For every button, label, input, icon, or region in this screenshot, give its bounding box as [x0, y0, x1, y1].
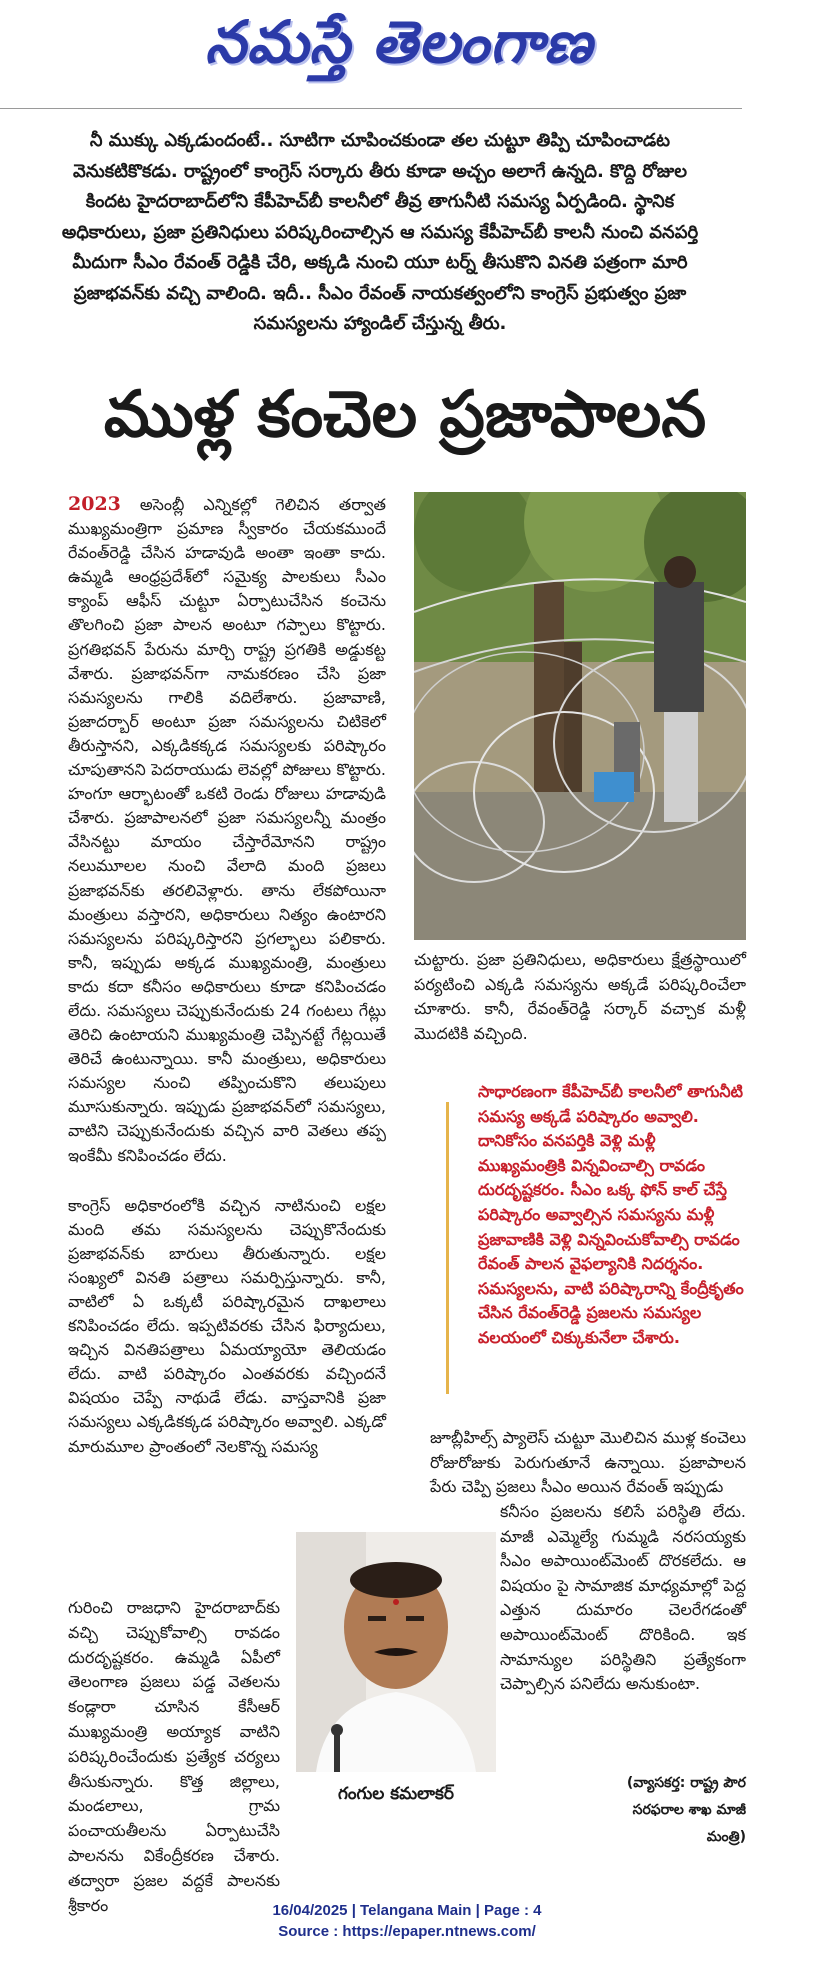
author-photo-caption: గంగుల కమలాకర్ [337, 1784, 455, 1804]
barbed-wire-photo [414, 492, 746, 940]
article-left-column [68, 492, 386, 1485]
article-paragraph-2: కాంగ్రెస్ అధికారంలోకి వచ్చిన నాటినుంచి లక్షల మంది తమ సమస్యలను చెప్పుకొనేందుకు ప్రజాభవన్‌కు బారులు తీరుతున్నారు. లక్షల సంఖ్యలో వినతి పత్రాలు సమర్పిస్తున్నారు. కానీ, వాటిలో ఏ ఒక్కటీ పరిష్కారమైన దాఖలాలు కనిపించడం లేదు. ఇప్పటివరకు చేసిన ఫిర్యాదులు, ఇచ్చిన వినతిపత్రాలు ఏమయ్యాయో తెలియడం లేదు. వాటి పరిష్కారం ఎంతవరకు వచ్చిందనే విషయం చెప్పే నాథుడే లేడు. వాస్తవానికి ప్రజా సమస్యలు ఎక్కడికక్కడ పరిష్కారం అవ్వాలి. ఎక్కడో మారుమూల ప్రాంతంలో నెలకొన్న సమస్య [68, 1195, 386, 1456]
article-left-column-bottom: గురించి రాజధాని హైదరాబాద్‌కు వచ్చి చెప్పుకోవాల్సి రావడం దురదృష్టకరం. ఉమ్మడి ఏపీలో తెలంగాణ ప్రజలు పడ్డ వెతలను కండ్లారా చూసిన కేసీఆర్ ముఖ్యమంత్రి అయ్యాక వాటిని పరిష్కరించేందుకు ప్రత్యేక చర్యలు తీసుకున్నారు. కొత్త జిల్లాలు, మండలాలు, గ్రామ పంచాయతీలను ఏర్పాటుచేసి పాలనను వికేంద్రీకరణ చేశారు. తద్వారా ప్రజల వద్దకే పాలనకు శ్రీకారం [68, 1598, 280, 1915]
masthead [0, 0, 814, 110]
newspaper-logo: నమస్తే తెలంగాణ [205, 8, 593, 76]
intro-paragraph: నీ ముక్కు ఎక్కడుందంటే.. సూటిగా చూపించకుండా తల చుట్టూ తిప్పి చూపించాడట వెనుకటికొకడు. రాష్ట్రంలో కాంగ్రెస్ సర్కారు తీరు కూడా అచ్చం అలాగే ఉన్నది. కొద్ది రోజుల కిందట హైదరాబాద్‌లోని కేపీహెచ్‌బీ కాలనీలో తీవ్ర తాగునీటి సమస్య ఏర్పడింది. స్థానిక అధికారులు, ప్రజా ప్రతినిధులు పరిష్కరించాల్సిన ఆ సమస్య కేపీహెచ్‌బీ కాలనీ నుంచి వనపర్తి మీదుగా సీఎం రేవంత్ రెడ్డికి చేరి, అక్కడి నుంచి యూ టర్న్ తీసుకొని వినతి పత్రంగా మారి ప్రజాభవన్‌కు వచ్చి వాలింది. ఇదీ.. సీఎం రేవంత్ నాయకత్వంలోని కాంగ్రెస్ ప్రభుత్వం ప్రజా సమస్యలను హ్యాండిల్ చేస్తున్న తీరు. [61, 130, 699, 334]
masthead-divider [0, 108, 742, 109]
page-footer [0, 1900, 814, 1942]
author-photo [296, 1532, 496, 1772]
author-byline [594, 1770, 746, 1851]
pull-quote [446, 1080, 752, 1414]
byline-line-1: (వ్యాసకర్త: రాష్ట్ర పౌర [626, 1775, 746, 1791]
article-paragraph-1: 2023 అసెంబ్లీ ఎన్నికల్లో గెలిచిన తర్వాత ముఖ్యమంత్రిగా ప్రమాణ స్వీకారం చేయకముందే రేవంత్‌రెడ్డి చేసిన హడావుడి అంతా ఇంతా కాదు. ఉమ్మడి ఆంధ్రప్రదేశ్‌లో సమైక్య పాలకులు సీఎం క్యాంప్ ఆఫీస్ చుట్టూ ఏర్పాటుచేసిన కంచెను తొలగించి ప్రజా పాలన అంటూ గప్పాలు కొట్టారు. ప్రగతిభవన్ పేరును మార్చి రాష్ట్ర ప్రగతికి అడ్డుకట్ట వేశారు. ప్రజాభవన్‌గా నామకరణం చేసి ప్రజా సమస్యలను గాలికి వదిలేశారు. ప్రజావాణి, ప్రజాదర్బార్ అంటూ ప్రజా సమస్యలను చిటికెలో తీరుస్తానని, ఎక్కడికక్కడ సమస్యలకు పరిష్కారం చూపుతానని పెదరాయుడు లెవల్లో పోజులు కొట్టారు. హంగూ ఆర్భాటంతో ఒకటి రెండు రోజులు హడావుడి చేశారు. ప్రజాపాలనలో ప్రజా సమస్యలన్నీ మంత్రం వేసినట్టు మాయం చేస్తారేమోనని రాష్ట్రం నలుమూలల నుంచి వేలాది మంది ప్రజలు ప్రజాభవన్‌కు తరలివెళ్లారు. తాను లేకపోయినా మంత్రులు వస్తారని, అధికారులు నిత్యం ఉంటారని సమస్యలను పరిష్కరిస్తారని ప్రగల్భాలు పలికారు. కానీ, ఇప్పుడు అక్కడ ముఖ్యమంత్రి, మంత్రులు కాదు కదా కనీసం అధికారులు కూడా కనిపించడం లేదు. సమస్యలు చెప్పుకునేందుకు 24 గంటలు గేట్లు తెరిచి ఉంటాయని ముఖ్యమంత్రి చెప్పినట్టే గేట్లయితే తెరిచే ఉంటున్నాయి. కానీ మంత్రులు, అధికారులు సమస్యల నుంచి తప్పించుకొని తలుపులు మూసుకున్నారు. ఇప్పుడు ప్రజాభవన్‌లో సమస్యలు, వాటిని చెప్పుకునేందుకు వచ్చిన వారి వెతలు తప్ప ఇంకేమీ కనిపించడం లేదు. [68, 493, 386, 1165]
article-right-column-top: చుట్టారు. ప్రజా ప్రతినిధులు, అధికారులు క్షేత్రస్థాయిలో పర్యటించి ఎక్కడి సమస్యను అక్కడే పరిష్కరించేలా చూశారు. కానీ, రేవంత్‌రెడ్డి సర్కార్ వచ్చాక మళ్లీ మొదటికి వచ్చింది. [414, 950, 746, 1043]
byline-line-2: సరఫరాల శాఖ మాజీ మంత్రి) [632, 1802, 746, 1845]
pull-quote-bar [446, 1102, 449, 1394]
year-highlight: 2023 [68, 493, 121, 515]
footer-date-page: 16/04/2025 | Telangana Main | Page : 4 [272, 1902, 542, 1919]
footer-source-link[interactable]: Source : https://epaper.ntnews.com/ [278, 1923, 536, 1940]
article-right-column-middle: జూబ్లీహిల్స్ ప్యాలెస్ చుట్టూ మొలిచిన ముళ్ల కంచెలు రోజురోజుకు పెరుగుతూనే ఉన్నాయి. ప్రజాపాలన పేరు చెప్పి ప్రజలు సీఎం అయిన రేవంత్ ఇప్పుడు [430, 1428, 746, 1497]
article-right-column-bottom: కనీసం ప్రజలను కలిసే పరిస్థితి లేదు. మాజీ ఎమ్మెల్యే గుమ్మడి నరసయ్యకు సీఎం అపాయింట్‌మెంట్ దొరకలేదు. ఆ విషయం పై సామాజిక మాధ్యమాల్లో పెద్ద ఎత్తున దుమారం చెలరేగడంతో అపాయింట్‌మెంట్ దొరికింది. ఇక సామాన్యుల పరిస్థితిని ప్రత్యేకంగా చెప్పాల్సిన పనిలేదు అనుకుంటా. [500, 1502, 746, 1694]
headline: ముళ్ల కంచెల ప్రజాపాలన [103, 378, 707, 452]
pull-quote-text: సాధారణంగా కేపీహెచ్‌బీ కాలనీలో తాగునీటి సమస్య అక్కడే పరిష్కారం అవ్వాలి. దానికోసం వనపర్తికి వెళ్లి మళ్లీ ముఖ్యమంత్రికి విన్నవించాల్సి రావడం దురదృష్టకరం. సీఎం ఒక్క ఫోన్ కాల్ చేస్తే పరిష్కారం అవ్వాల్సిన సమస్యను మళ్లీ ప్రజావాణికి వెళ్లి విన్నవించుకోవాల్సి రావడం రేవంత్ పాలన వైఫల్యానికి నిదర్శనం. సమస్యలను, వాటి పరిష్కారాన్ని కేంద్రీకృతం చేసిన రేవంత్‌రెడ్డి ప్రజలను సమస్యల వలయంలో చిక్కుకునేలా చేశారు. [478, 1082, 744, 1347]
